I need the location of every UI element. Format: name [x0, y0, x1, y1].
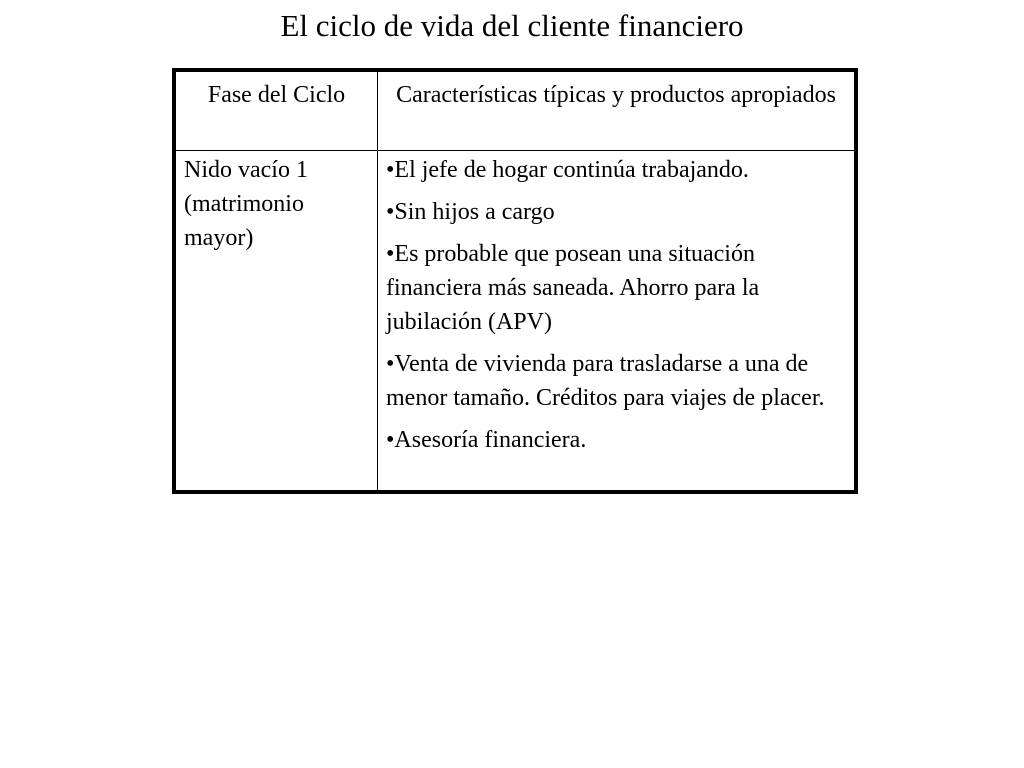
- lifecycle-table-grid: [175, 71, 855, 491]
- bullet-marker: •: [386, 351, 395, 377]
- bullet-marker: •: [386, 427, 395, 453]
- phase-cell: Nido vacío 1 (matrimonio mayor): [176, 151, 378, 491]
- list-item-text: Venta de vivienda para trasladarse a una de menor tamaño. Créditos para viajes de placer.: [386, 351, 825, 411]
- slide-title: El ciclo de vida del cliente financiero: [280, 8, 744, 43]
- header-phase: Fase del Ciclo: [176, 72, 378, 151]
- bullet-marker: •: [386, 199, 395, 225]
- table-header-row: [176, 72, 855, 151]
- list-item: [386, 195, 844, 229]
- list-item: [386, 237, 844, 339]
- characteristics-list: [386, 153, 844, 457]
- list-item: [386, 153, 844, 187]
- characteristics-cell: [378, 151, 855, 491]
- list-item-text: Es probable que posean una situación financiera más saneada. Ahorro para la jubilación (APV): [386, 241, 760, 335]
- list-item: [386, 347, 844, 415]
- lifecycle-table: [172, 68, 858, 494]
- list-item-text: Asesoría financiera.: [394, 427, 587, 453]
- list-item-text: Sin hijos a cargo: [394, 199, 555, 225]
- bullet-marker: •: [386, 157, 395, 183]
- header-characteristics: Características típicas y productos apropiados: [378, 72, 855, 151]
- bullet-marker: •: [386, 241, 395, 267]
- list-item: [386, 423, 844, 457]
- table-row: [176, 151, 855, 491]
- list-item-text: El jefe de hogar continúa trabajando.: [394, 157, 749, 183]
